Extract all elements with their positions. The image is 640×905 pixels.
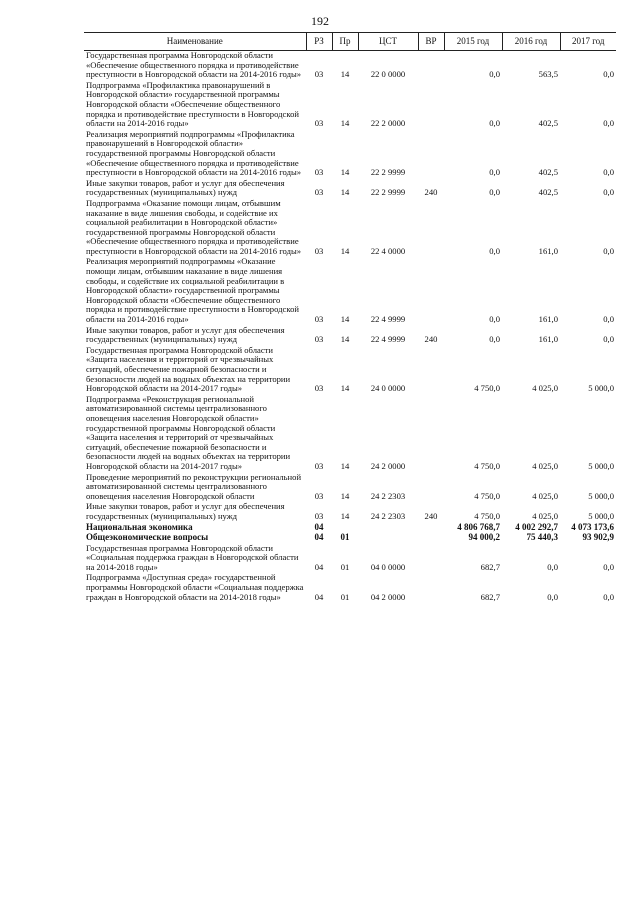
row-pr: 14 [340,118,350,129]
row-pr: 14 [340,383,350,394]
table-row [84,346,616,395]
row-amount-2017: 0,0 [603,561,614,572]
row-amount-2016: 75 440,3 [526,532,558,543]
table-row [84,179,616,199]
row-pr: 01 [340,591,350,602]
row-name: Проведение мероприятий по реконструкции региональной автоматизированной системы централизованного оповещения населения Новгородской области [86,471,302,501]
row-cst: 22 2 9999 [370,167,406,178]
row-amount-2015: 0,0 [489,69,500,80]
header-name: Наименование [84,33,306,51]
budget-table [84,32,616,603]
row-amount-2016: 4 025,0 [532,383,558,394]
row-rz: 03 [314,460,324,471]
row-amount-2016: 4 002 292,7 [515,521,558,532]
row-name: Подпрограмма «Оказание помощи лицам, отбывшим наказание в виде лишения свободы, и содействие их социальной реабилитации в Новгородской области» государственной программы Новгородской области «Обеспечение общественного порядка и противодействие преступности в Новгородской области на 2014-2016 годы» [86,197,302,256]
row-amount-2016: 161,0 [538,334,558,345]
table-row [84,473,616,503]
row-amount-2017: 0,0 [603,69,614,80]
row-name: Реализация мероприятий подпрограммы «Профилактика правонарушений в Новгородской области» государственной программы Новгородской области «Обеспечение общественного порядка и противодействие преступности в Новгородской области на 2014-2016 годы» [86,128,302,178]
row-amount-2016: 161,0 [538,245,558,256]
row-amount-2016: 4 025,0 [532,490,558,501]
row-amount-2015: 94 000,2 [468,532,500,543]
row-cst: 22 2 9999 [370,187,406,198]
row-name: Государственная программа Новгородской области «Обеспечение общественного порядка и противодействие преступности в Новгородской области на 2014-2016 годы» [86,50,302,80]
header-2016: 2016 год [502,33,560,51]
row-amount-2015: 4 750,0 [474,510,500,521]
row-cst: 22 4 9999 [370,314,406,325]
row-amount-2016: 402,5 [538,187,558,198]
row-vr [418,395,444,473]
row-amount-2016: 402,5 [538,167,558,178]
header-2017: 2017 год [560,33,616,51]
row-vr [418,199,444,258]
row-amount-2015: 4 750,0 [474,490,500,501]
row-name: Государственная программа Новгородской области «Социальная поддержка граждан в Новгородской области на 2014-2018 годы» [86,542,299,572]
row-vr: 240 [424,334,438,345]
row-cst: 22 0 0000 [370,69,406,80]
row-amount-2016: 161,0 [538,314,558,325]
table-header-row [84,33,616,51]
row-name: Подпрограмма «Реконструкция региональной автоматизированной системы централизованного оповещения населения Новгородской области» государственной программы Новгородской области «Защита населения и территорий от чрезвычайных ситуаций, обеспечение пожарной безопасности и безопасности людей на водных объектах на территории Новгородской области на 2014-2017 годы» [86,393,291,471]
row-amount-2016: 0,0 [547,561,558,572]
row-amount-2017: 0,0 [603,187,614,198]
table-row [84,199,616,258]
row-name: Иные закупки товаров, работ и услуг для обеспечения государственных (муниципальных) нужд [86,177,285,198]
row-name: Государственная программа Новгородской области «Защита населения и территорий от чрезвычайных ситуаций, обеспечение пожарной безопасности и безопасности людей на водных объектах на территории Новгородской области на 2014-2017 годы» [86,344,291,394]
row-name: Общеэкономические вопросы [86,532,209,543]
row-amount-2016: 0,0 [547,591,558,602]
row-name: Реализация мероприятий подпрограммы «Оказание помощи лицам, отбывшим наказание в виде лишения свободы, и содействие их социальной реабилитации в Новгородской области» государственной программы Новгородской области «Обеспечение общественного порядка и противодействие преступности в Новгородской области на 2014-2016 годы» [86,256,299,325]
row-vr [418,130,444,179]
row-rz: 03 [314,314,324,325]
table-row [84,51,616,81]
row-amount-2017: 0,0 [603,314,614,325]
row-cst: 24 0 0000 [370,383,406,394]
row-rz: 04 [314,561,324,572]
row-pr: 14 [340,69,350,80]
header-pr: Пр [332,33,358,51]
row-cst [358,533,418,544]
row-vr [418,573,444,603]
row-rz: 03 [314,383,324,394]
header-rz: РЗ [306,33,332,51]
row-amount-2017: 0,0 [603,118,614,129]
row-rz: 03 [314,490,324,501]
row-vr: 240 [424,187,438,198]
row-rz: 03 [314,510,324,521]
row-pr: 01 [340,532,350,543]
row-amount-2015: 0,0 [489,118,500,129]
page-number: 192 [311,14,329,28]
row-amount-2015: 682,7 [480,591,500,602]
row-amount-2017: 0,0 [603,334,614,345]
row-pr: 14 [340,187,350,198]
row-cst: 22 4 0000 [370,245,406,256]
row-vr: 240 [424,510,438,521]
table-row [84,326,616,346]
row-rz: 04 [314,591,324,602]
row-name: Подпрограмма «Профилактика правонарушений в Новгородской области» государственной программы Новгородской области «Обеспечение общественного порядка и противодействие преступности в Новгородской области на 2014-2016 годы» [86,79,299,129]
row-rz: 03 [314,167,324,178]
row-cst: 04 0 0000 [370,561,406,572]
row-amount-2015: 0,0 [489,187,500,198]
table-row [84,544,616,574]
row-amount-2016: 4 025,0 [532,460,558,471]
row-rz: 04 [314,532,324,543]
row-cst: 22 2 0000 [370,118,406,129]
row-rz: 03 [314,245,324,256]
row-name: Подпрограмма «Доступная среда» государственной программы Новгородской области «Социальная поддержка граждан в Новгородской области на 2014-2018 годы» [86,572,304,602]
row-rz: 03 [314,118,324,129]
row-amount-2017: 5 000,0 [588,510,614,521]
row-rz: 03 [314,334,324,345]
table-row [84,81,616,130]
row-pr: 14 [340,245,350,256]
row-vr [418,257,444,325]
row-pr: 14 [340,314,350,325]
row-amount-2015: 0,0 [489,167,500,178]
row-amount-2017: 0,0 [603,167,614,178]
row-amount-2017: 5 000,0 [588,460,614,471]
row-cst: 04 2 0000 [370,591,406,602]
row-amount-2015: 4 750,0 [474,460,500,471]
row-vr [418,533,444,544]
row-amount-2016: 563,5 [538,69,558,80]
row-amount-2016: 4 025,0 [532,510,558,521]
row-pr: 01 [340,561,350,572]
row-vr [418,346,444,395]
row-amount-2017: 0,0 [603,245,614,256]
row-name: Иные закупки товаров, работ и услуг для обеспечения государственных (муниципальных) нужд [86,324,285,345]
row-name: Национальная экономика [86,521,193,532]
row-pr: 14 [340,490,350,501]
row-rz: 03 [314,69,324,80]
row-amount-2017: 4 073 173,6 [571,521,614,532]
row-amount-2017: 5 000,0 [588,490,614,501]
row-amount-2015: 0,0 [489,314,500,325]
row-rz: 04 [314,521,324,532]
row-rz: 03 [314,187,324,198]
row-pr: 14 [340,460,350,471]
row-vr [418,51,444,81]
header-vr: ВР [418,33,444,51]
row-cst: 22 4 9999 [370,334,406,345]
row-pr: 14 [340,510,350,521]
row-vr [418,544,444,574]
row-pr: 14 [340,167,350,178]
row-vr [418,523,444,534]
row-pr: 14 [340,334,350,345]
row-vr [418,81,444,130]
row-amount-2015: 4 806 768,7 [457,521,500,532]
header-cst: ЦСТ [358,33,418,51]
row-amount-2015: 0,0 [489,245,500,256]
table-row [84,395,616,473]
row-cst: 24 2 2303 [370,490,406,501]
row-amount-2015: 4 750,0 [474,383,500,394]
row-name: Иные закупки товаров, работ и услуг для обеспечения государственных (муниципальных) нужд [86,501,285,521]
row-amount-2016: 402,5 [538,118,558,129]
row-amount-2017: 93 902,9 [582,532,614,543]
row-amount-2017: 5 000,0 [588,383,614,394]
table-body [84,51,616,604]
header-2015: 2015 год [444,33,502,51]
row-amount-2015: 0,0 [489,334,500,345]
row-cst: 24 2 2303 [370,510,406,521]
table-row [84,130,616,179]
row-vr [418,473,444,503]
table-row [84,502,616,522]
table-row [84,257,616,325]
table-row [84,573,616,603]
row-amount-2017: 0,0 [603,591,614,602]
row-amount-2015: 682,7 [480,561,500,572]
row-cst [358,523,418,534]
row-cst: 24 2 0000 [370,460,406,471]
